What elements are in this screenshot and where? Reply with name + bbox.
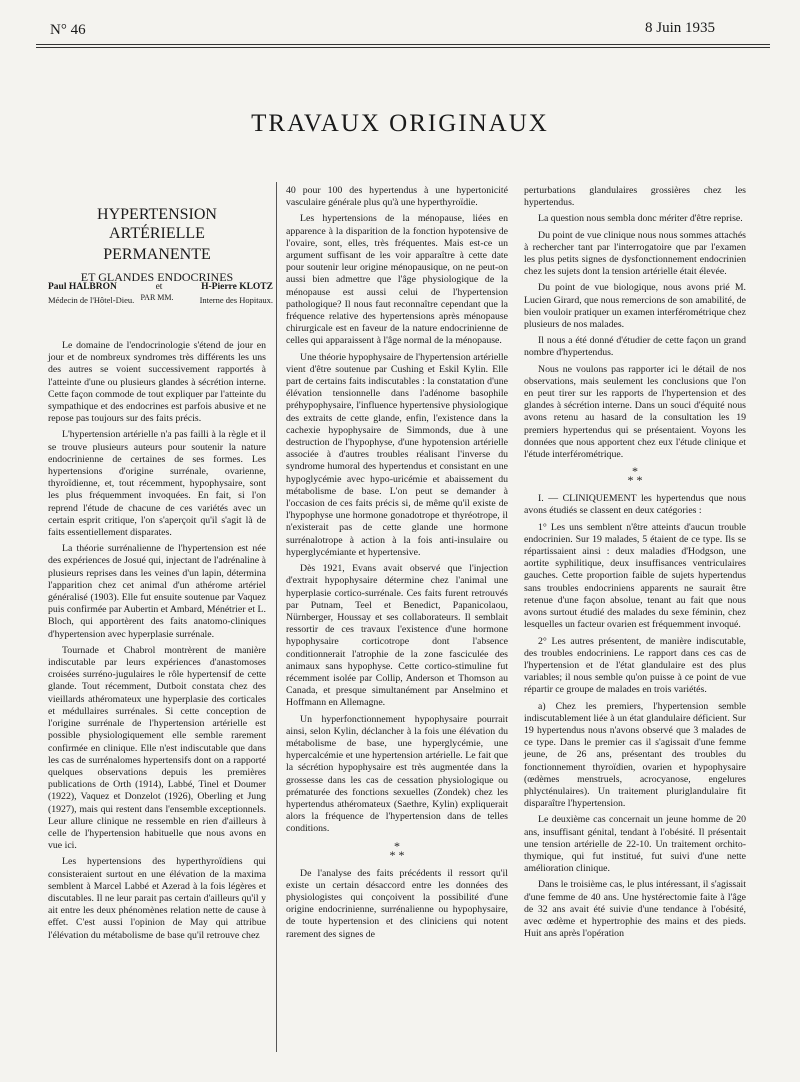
article-title-line3: ET GLANDES ENDOCRINES bbox=[80, 270, 234, 284]
paragraph: Une théorie hypophysaire de l'hypertension artérielle vient d'être soutenue par Cushing et Eskil Kylin. Elle part de certains faits indiscutables : la constatation d'une élévation tensionnelle dans l'adénome basophile préhypophysaire, l'influence hypertensive physiologique des extraits de cette glande, enfin, l'existence dans la cachexie hypophysaire de Simmonds, due à une destruction de l'hypophyse, d'une hypotension artérielle associée à d'autres troubles réalisant l'inverse du syndrome humoral des hypertendus et consistant en une hypoglycémie avec hypo-uricémie et abaissement du métabolisme de base. L'on peut se demander à l'occasion de ces faits précis si, de même qu'il existe de l'hypophyse une hormone gonadotrope et thyréotrope, il n'existerait pas de cette glande une hormone surrénalotrope à action à la fois anti-insulaire ou hyperglycémiante et hypertensive. bbox=[286, 351, 508, 558]
asterism-star: * bbox=[394, 838, 400, 853]
paragraph: 2° Les autres présentent, de manière indiscutable, des troubles endocriniens. Le rapport dans ces cas de l'hypertension et de l'état glandulaire est des plus variables; il nous semble qu'on puisse à ce point de vue répartir ce groupe de malades en trois variétés. bbox=[524, 635, 746, 696]
paragraph: L'hypertension artérielle n'a pas failli à la règle et il se trouve plusieurs auteurs pour soutenir la nature endocrinienne de certaines de ses formes. Les hypertensions d'origine surrénale, ovarienne, thyroïdienne, et, tout récemment, hypophysaire, sont les plus fréquemment invoquées. En fait, si l'on reprend l'étude de chacune de ces variétés avec un certain esprit critique, l'on s'aperçoit qu'il s'agit là de faits essentiellement disparates. bbox=[48, 429, 266, 539]
paragraph: Le deuxième cas concernait un jeune homme de 20 ans, insuffisant génital, tendant à l'obésité. Il présentait une tension artérielle de 22-10. Un traitement orchito-thymique, qui fut institué, fut suivi d'une nette amélioration clinique. bbox=[524, 814, 746, 875]
paragraph: Un hyperfonctionnement hypophysaire pourrait ainsi, selon Kylin, déclancher à la fois une élévation du métabolisme de base, une hyperglycémie, une hypercalcémie et une hypertension artérielle. Le fait que la sécrétion hypophysaire est très augmentée dans la grossesse dans les cas de cessation physiologique ou prématurée des fonctions sexuelles (Zondek) chez les hypertendus athéromateux (Saethre, Kylin) expliquerait alors la fréquence de l'hypertension dans de telles conditions. bbox=[286, 713, 508, 835]
paragraph: La théorie surrénalienne de l'hypertension est née des expériences de Josué qui, injectant de l'adrénaline à plusieurs reprises dans les veines d'un lapin, détermina l'apparition chez cet animal d'un athérome artériel généralisé (1903). Elle fut ensuite soutenue par Vaquez puis confirmée par Aubertin et Ambard, Ménétrier et L. Bloch, qui apportèrent des faits anatomo-cliniques d'hypertension avec hyperplasie surrénale. bbox=[48, 543, 266, 640]
header-rule-bottom bbox=[36, 47, 770, 48]
byline-par: PAR MM. bbox=[140, 293, 174, 302]
asterism-star: * bbox=[627, 473, 634, 488]
paragraph: Il nous a été donné d'étudier de cette façon un grand nombre d'hypertendus. bbox=[524, 335, 746, 359]
paragraph: Dans le troisième cas, le plus intéressant, il s'agissait d'une femme de 40 ans. Une hystérectomie faite à l'âge de 32 ans avait été suivie d'une tendance à l'obésité, avec œdème et hypertrophie des mains et des pieds. Huit ans après l'opération bbox=[524, 879, 746, 940]
author-conjunction: et bbox=[155, 282, 163, 292]
paragraph: La question nous sembla donc mériter d'être reprise. bbox=[538, 213, 743, 225]
column-divider bbox=[276, 182, 277, 1052]
column-2 bbox=[286, 185, 508, 945]
paragraph: Dès 1921, Evans avait observé que l'injection d'extrait hypophysaire détermine chez l'animal une hyperplasie cortico-surrénale. Ces faits furent retrouvés par Putnam, Teel et Benedict, Papanicolaou, Nürnberger, Houssay et ses collaborateurs. Il semblait ressortir de ces travaux l'existence d'une hormone hypophysaire corticotrope dont l'absence conditionnerait l'atrophie de la zone fasciculée des animaux sans hypophyse. Cette cortico-stimuline fut récemment isolée par Collip, Anderson et Thomson au Canada, et presque simultanément par Anselmino et Hoffmann en Allemagne. bbox=[286, 563, 508, 709]
author-1: Paul HALBRON bbox=[48, 282, 117, 292]
paragraph: I. — CLINIQUEMENT les hypertendus que nous avons étudiés se classent en deux catégories : bbox=[524, 493, 746, 517]
paragraph: Les hypertensions de la ménopause, liées en apparence à la disparition de la fonction hypotensive de l'ovaire, sont, elles, très fréquentes. Mais est-ce un argument suffisant de les voir apparaître à cette date pour soutenir leur origine ménopausique, on ne peut-on aussi bien admettre que l'âge physiologique de la ménopause est aussi celui de l'hypertension pathologique? Il nous faut reconnaître cependant que la fréquence relative des hypertensions après ménopause chirurgicale est en faveur de la nature endocrinienne de celles qui apparaissent à l'âge normal de la ménopause. bbox=[286, 213, 508, 347]
column-1 bbox=[48, 340, 266, 946]
asterism-star: * bbox=[389, 847, 396, 862]
asterism-star: * bbox=[398, 847, 405, 862]
section-title: TRAVAUX ORIGINAUX bbox=[251, 110, 549, 137]
asterism-star: * bbox=[632, 464, 638, 479]
paragraph: 1° Les uns semblent n'être atteints d'aucun trouble endocrinien. Sur 19 malades, 5 étaient de ce type. Ils se répartissaient ainsi : deux maladies d'Hodgson, une aortite syphilitique, deux insuffisances ventriculaires gauches. Cette proportion faible de sujets hypertendus sans troubles endocriniens apparents ne saurait être retenue d'une façon absolue, tenant au fait que nous avons surtout étudié des malades du sexe féminin, chez lesquelles un facteur ovarien est fréquemment invoqué. bbox=[524, 521, 746, 631]
article-title-line1: HYPERTENSION ARTÉRIELLE bbox=[97, 206, 217, 242]
paragraph: De l'analyse des faits précédents il ressort qu'il existe un certain désaccord entre les données des physiologistes qui conçoivent la possibilité d'une origine endocrinienne, surrénalienne ou hypophysaire, de toute hypertension et des cliniciens qui notent rarement des signes de bbox=[286, 867, 508, 940]
asterism-divider bbox=[286, 838, 508, 862]
header-rule-top bbox=[36, 44, 770, 45]
asterism-divider bbox=[524, 464, 746, 488]
paragraph: Les hypertensions des hyperthyroïdiens qui consisteraient surtout en une élévation de la maxima semblent à Marcel Labbé et Azerad à la fois légères et discutables. Il ne leur parait pas certain d'ailleurs qu'il y ait entre les deux phénomènes relation nette de cause à effet. C'est aussi l'opinion de May qui attribue l'élévation du métabolisme de base qu'il retrouve chez bbox=[48, 856, 266, 941]
author-1-affiliation: Médecin de l'Hôtel-Dieu. bbox=[48, 295, 135, 305]
paragraph: Du point de vue biologique, nous avons prié M. Lucien Girard, que nous remercions de son amabilité, de bien vouloir pratiquer un examen interférométrique chez plusieurs de nos malades. bbox=[524, 282, 746, 331]
paragraph: a) Chez les premiers, l'hypertension semble indiscutablement liée à un état glandulaire déficient. Sur 19 hypertendus nous n'avons observé que 3 malades de ce type. Dans le premier cas il s'agissait d'une femme jeune, de 26 ans, présentant des troubles du fonctionnement thyroïdien, ovarien et hypophysaire (œdèmes menstruels, acrocyanose, engelures phlycténulaires). Un traitement pluriglandulaire fit disparaître l'hypertension. bbox=[524, 700, 746, 810]
asterism-star: * bbox=[636, 473, 643, 488]
paragraph: Du point de vue clinique nous nous sommes attachés à rechercher tant par l'interrogatoire que par l'examen les plus petits signes de dysfonctionnement endocrinien chez les sujets dont la tension artérielle était élevée. bbox=[524, 229, 746, 278]
paragraph: Nous ne voulons pas rapporter ici le détail de nos observations, mais seulement les conclusions que l'on en peut tirer sur les rapports de l'hypertension et des glandes à sécrétion interne. Dans un souci d'équité nous avons retenu au hasard de la consultation les 19 premiers hypertendus qui se présentaient. Voyons les données que nous apportent chez eux l'étude clinique et l'étude interférométrique. bbox=[524, 363, 746, 461]
paragraph: perturbations glandulaires grossières chez les hypertendus. bbox=[524, 185, 746, 209]
paragraph: Tournade et Chabrol montrèrent de manière indiscutable par leurs expériences d'anastomoses croisées surréno-jugulaires le rôle hypertensif de cette glande. Tout récemment, Dutboit constata chez des vieillards athéromateux une hyperplasie des corticales et médullaires surrénales. Si cette conception de l'origine surrénale de l'hypertension artérielle est possible physiologiquement elle semble rarement confirmée en clinique. Elle n'est indiscutable que dans les cas de surrénalomes hypertensifs dont on a rapporté quelques observations depuis les premières publications de Orth (1914), Labbé, Tinel et Doumer (1922), Vaquez et Donzelot (1926), Oberling et Jung (1927), mais qui restent dans l'ensemble exceptionnels. Leur allure clinique ne ressemble en rien d'ailleurs à celle de l'hypertension habituelle que nous avons en vue ici. bbox=[48, 644, 266, 852]
paragraph: Le domaine de l'endocrinologie s'étend de jour en jour et de nombreux syndromes très différents les uns des autres se voient successivement rapportés à l'atteinte d'une ou plusieurs glandes à sécrétion interne. Cette façon commode de tout expliquer par l'atteinte du sympathique et des endocrines est parfois abusive et ne repose pas toujours sur des faits précis. bbox=[48, 340, 266, 425]
paragraph: 40 pour 100 des hypertendus à une hypertonicité vasculaire générale plus qu'à une hyperthyroïdie. bbox=[286, 185, 508, 209]
issue-date: 8 Juin 1935 bbox=[645, 20, 716, 36]
column-3 bbox=[524, 185, 746, 944]
author-2-affiliation: Interne des Hopitaux. bbox=[199, 295, 273, 305]
issue-number: N° 46 bbox=[50, 22, 86, 38]
author-2: H-Pierre KLOTZ bbox=[201, 282, 273, 292]
authors bbox=[48, 282, 273, 305]
article-title-line2: PERMANENTE bbox=[103, 246, 211, 263]
